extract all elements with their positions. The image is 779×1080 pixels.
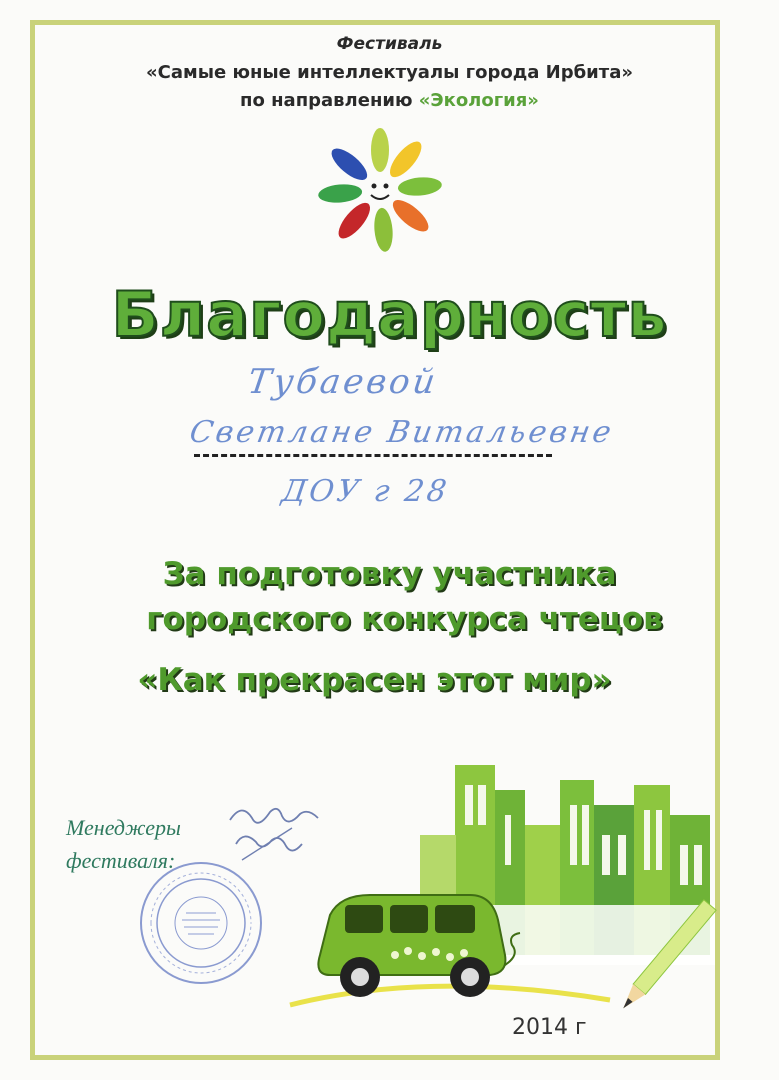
- certificate-year: 2014 г: [512, 1015, 587, 1040]
- managers-label: Менеджеры: [66, 815, 181, 840]
- festival-label: Фестиваль: [336, 34, 443, 54]
- seal-stamp-icon: [136, 858, 266, 988]
- award-line-3: «Как прекрасен этот мир»: [137, 662, 612, 698]
- recipient-name: Светлане Витальевне: [186, 415, 617, 450]
- green-city-car-illustration-icon: [280, 755, 720, 1045]
- certificate-title: Благодарность: [111, 278, 668, 351]
- festival-label-managers: фестиваля:: [66, 848, 176, 873]
- direction-accent: «Экология»: [418, 90, 539, 111]
- festival-name: «Самые юные интеллектуалы города Ирбита»: [146, 62, 633, 83]
- recipient-surname: Тубаевой: [245, 362, 441, 402]
- leaf-sun-logo-icon: [300, 128, 460, 258]
- award-line-2: городского конкурса чтецов: [146, 601, 663, 637]
- recipient-organization: ДОУ г 28: [279, 474, 452, 509]
- name-underline: [194, 454, 552, 457]
- award-line-1: За подготовку участника: [162, 556, 617, 592]
- festival-direction: [0, 90, 779, 111]
- direction-prefix: по направлению: [240, 90, 419, 111]
